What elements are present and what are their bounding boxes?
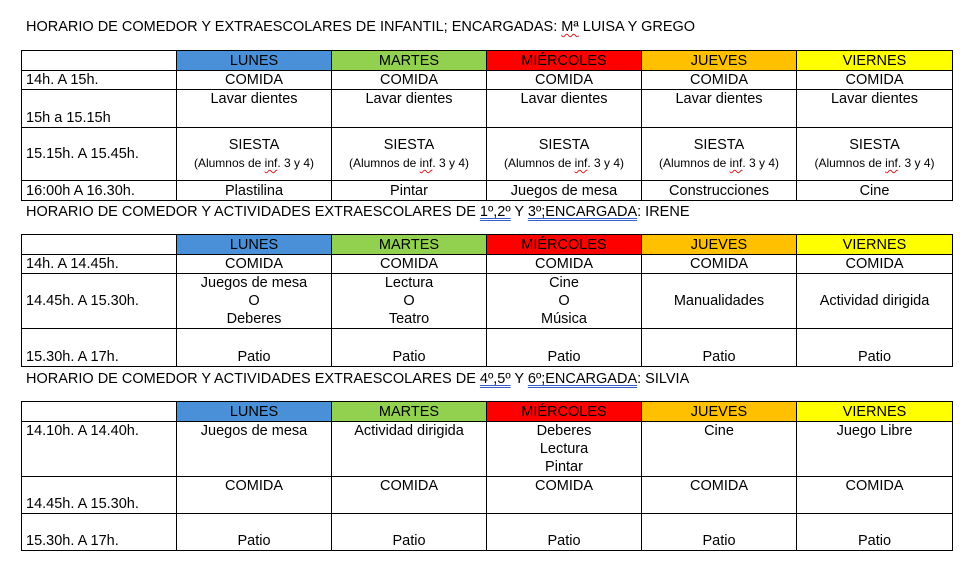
activity-cell: Patio (797, 329, 953, 367)
activity-line: Manualidades (673, 293, 765, 309)
siesta-label: SIESTA (693, 137, 745, 153)
activity-line: Juego Libre (836, 423, 913, 439)
time-cell: 14.45h. A 15.30h. (22, 477, 177, 514)
activity-line: Actividad dirigida (354, 423, 464, 439)
title-underlined-text: 3º;ENCARGADA (527, 204, 638, 220)
title-text: Y (510, 204, 528, 220)
activity-line: Lectura (384, 275, 434, 291)
siesta-cell (332, 128, 487, 181)
day-header-viernes: VIERNES (797, 235, 953, 255)
title-underlined-text: 6º;ENCARGADA (527, 371, 638, 387)
time-cell: 14.45h. A 15.30h. (22, 274, 177, 329)
table-row (22, 90, 953, 128)
activity-line: Deberes (226, 311, 282, 327)
activity-line: Juegos de mesa (200, 423, 308, 439)
day-header-jueves: JUEVES (642, 235, 797, 255)
activity-line: Juegos de mesa (200, 275, 308, 291)
activity-cell: Patio (177, 514, 332, 551)
activity-cell: Lavar dientes (177, 90, 332, 128)
activity-cell (487, 274, 642, 329)
activity-line: Deberes (536, 423, 592, 439)
siesta-note (491, 154, 637, 172)
activity-cell: Patio (642, 514, 797, 551)
activity-cell: COMIDA (487, 477, 642, 514)
table-header-row (22, 402, 953, 422)
day-header-martes: MARTES (332, 51, 487, 71)
siesta-note-text: (Alumnos de (193, 156, 265, 170)
header-empty-cell (22, 51, 177, 71)
table-header-row (22, 235, 953, 255)
schedule-table-infantil (21, 50, 953, 201)
activity-cell: Patio (487, 514, 642, 551)
activity-cell (487, 422, 642, 477)
siesta-note-text-end: . 3 y 4) (277, 156, 315, 170)
day-header-martes: MARTES (332, 235, 487, 255)
time-cell: 15h a 15.15h (22, 90, 177, 128)
day-header-lunes: LUNES (177, 51, 332, 71)
activity-cell: COMIDA (642, 477, 797, 514)
activity-cell: COMIDA (332, 71, 487, 90)
activity-cell (642, 422, 797, 477)
activity-cell (177, 274, 332, 329)
time-cell: 15.15h. A 15.45h. (22, 128, 177, 181)
activity-cell (332, 274, 487, 329)
activity-line: O (558, 293, 570, 309)
siesta-note (181, 154, 327, 172)
siesta-note-text-end: . 3 y 4) (897, 156, 935, 170)
table-row (22, 274, 953, 329)
siesta-note (646, 154, 792, 172)
table-row (22, 181, 953, 201)
table-row (22, 71, 953, 90)
siesta-note-misspelled: inf (574, 156, 588, 170)
title-text: HORARIO DE COMEDOR Y ACTIVIDADES EXTRAESCOLARES DE (26, 371, 480, 387)
activity-cell: COMIDA (487, 71, 642, 90)
siesta-label: SIESTA (228, 137, 280, 153)
activity-line: O (248, 293, 260, 309)
siesta-note-text-end: . 3 y 4) (432, 156, 470, 170)
siesta-note-text: (Alumnos de (658, 156, 730, 170)
siesta-cell (797, 128, 953, 181)
title-primaria-1-3 (26, 203, 690, 221)
activity-line: Pintar (545, 459, 583, 475)
activity-cell: Lavar dientes (332, 90, 487, 128)
siesta-label: SIESTA (849, 137, 900, 153)
activity-cell: Patio (642, 329, 797, 367)
table-row (22, 422, 953, 477)
time-cell: 14.10h. A 14.40h. (22, 422, 177, 477)
table-row (22, 514, 953, 551)
time-cell: 15.30h. A 17h. (22, 329, 177, 367)
activity-cell (797, 422, 953, 477)
activity-cell: Cine (797, 181, 953, 201)
siesta-note-text-end: . 3 y 4) (742, 156, 780, 170)
title-text-end: : IRENE (637, 204, 690, 220)
siesta-cell (642, 128, 797, 181)
activity-cell: Patio (797, 514, 953, 551)
day-header-miercoles: MIÉRCOLES (487, 402, 642, 422)
siesta-note-text: (Alumnos de (814, 156, 886, 170)
time-cell: 14h. A 15h. (22, 71, 177, 90)
siesta-note (336, 154, 482, 172)
activity-line: Teatro (388, 311, 430, 327)
activity-cell (177, 422, 332, 477)
activity-cell: Patio (177, 329, 332, 367)
day-header-viernes: VIERNES (797, 51, 953, 71)
activity-cell: Lavar dientes (642, 90, 797, 128)
siesta-note (801, 154, 948, 172)
title-infantil-text: HORARIO DE COMEDOR Y EXTRAESCOLARES DE INFANTIL; ENCARGADAS: (26, 19, 562, 35)
activity-cell: COMIDA (177, 255, 332, 274)
activity-cell: COMIDA (177, 71, 332, 90)
table-row (22, 477, 953, 514)
siesta-note-misspelled: inf (729, 156, 743, 170)
time-cell: 16:00h A 16.30h. (22, 181, 177, 201)
title-text-end: : SILVIA (637, 371, 690, 387)
day-header-jueves: JUEVES (642, 402, 797, 422)
day-header-viernes: VIERNES (797, 402, 953, 422)
activity-line: Cine (549, 275, 579, 291)
activity-cell: Lavar dientes (797, 90, 953, 128)
activity-cell: Plastilina (177, 181, 332, 201)
title-primaria-4-6 (26, 370, 689, 388)
siesta-note-text-end: . 3 y 4) (587, 156, 625, 170)
table-header-row (22, 51, 953, 71)
siesta-label: SIESTA (383, 137, 435, 153)
day-header-miercoles: MIÉRCOLES (487, 235, 642, 255)
activity-cell: COMIDA (797, 477, 953, 514)
header-empty-cell (22, 402, 177, 422)
siesta-note-misspelled: inf (419, 156, 433, 170)
title-infantil-text-end: LUISA Y GREGO (578, 19, 696, 35)
title-infantil-misspelled: Mª (561, 19, 579, 35)
siesta-note-text: (Alumnos de (348, 156, 420, 170)
siesta-note-misspelled: inf (264, 156, 278, 170)
schedule-table-primaria-1-3 (21, 234, 953, 367)
day-header-miercoles: MIÉRCOLES (487, 51, 642, 71)
day-header-lunes: LUNES (177, 402, 332, 422)
activity-cell: Construcciones (642, 181, 797, 201)
activity-cell: COMIDA (797, 71, 953, 90)
activity-line: Actividad dirigida (819, 293, 930, 309)
title-infantil (26, 18, 695, 36)
activity-cell: Patio (332, 514, 487, 551)
table-row (22, 128, 953, 181)
activity-cell: COMIDA (642, 255, 797, 274)
activity-cell: Lavar dientes (487, 90, 642, 128)
day-header-lunes: LUNES (177, 235, 332, 255)
day-header-jueves: JUEVES (642, 51, 797, 71)
activity-cell: Juegos de mesa (487, 181, 642, 201)
title-text: HORARIO DE COMEDOR Y ACTIVIDADES EXTRAESCOLARES DE (26, 204, 480, 220)
siesta-cell (487, 128, 642, 181)
activity-line: O (403, 293, 415, 309)
table-row (22, 329, 953, 367)
day-header-martes: MARTES (332, 402, 487, 422)
time-cell: 14h. A 14.45h. (22, 255, 177, 274)
activity-cell: COMIDA (797, 255, 953, 274)
activity-cell: Patio (332, 329, 487, 367)
activity-cell: Patio (487, 329, 642, 367)
siesta-note-misspelled: inf (885, 156, 898, 170)
activity-cell: Pintar (332, 181, 487, 201)
siesta-label: SIESTA (538, 137, 590, 153)
title-underlined-text: 4º,5º (479, 371, 511, 387)
activity-cell: COMIDA (332, 255, 487, 274)
activity-cell (797, 274, 953, 329)
activity-cell: COMIDA (177, 477, 332, 514)
schedule-table-primaria-4-6 (21, 401, 953, 551)
activity-line: Cine (704, 423, 734, 439)
activity-cell: COMIDA (332, 477, 487, 514)
title-underlined-text: 1º,2º (479, 204, 511, 220)
header-empty-cell (22, 235, 177, 255)
time-cell: 15.30h. A 17h. (22, 514, 177, 551)
siesta-cell (177, 128, 332, 181)
activity-cell: COMIDA (487, 255, 642, 274)
activity-cell: COMIDA (642, 71, 797, 90)
activity-line: Lectura (539, 441, 589, 457)
activity-cell (642, 274, 797, 329)
activity-line: Música (541, 311, 587, 327)
title-text: Y (510, 371, 528, 387)
activity-cell (332, 422, 487, 477)
table-row (22, 255, 953, 274)
siesta-note-text: (Alumnos de (503, 156, 575, 170)
